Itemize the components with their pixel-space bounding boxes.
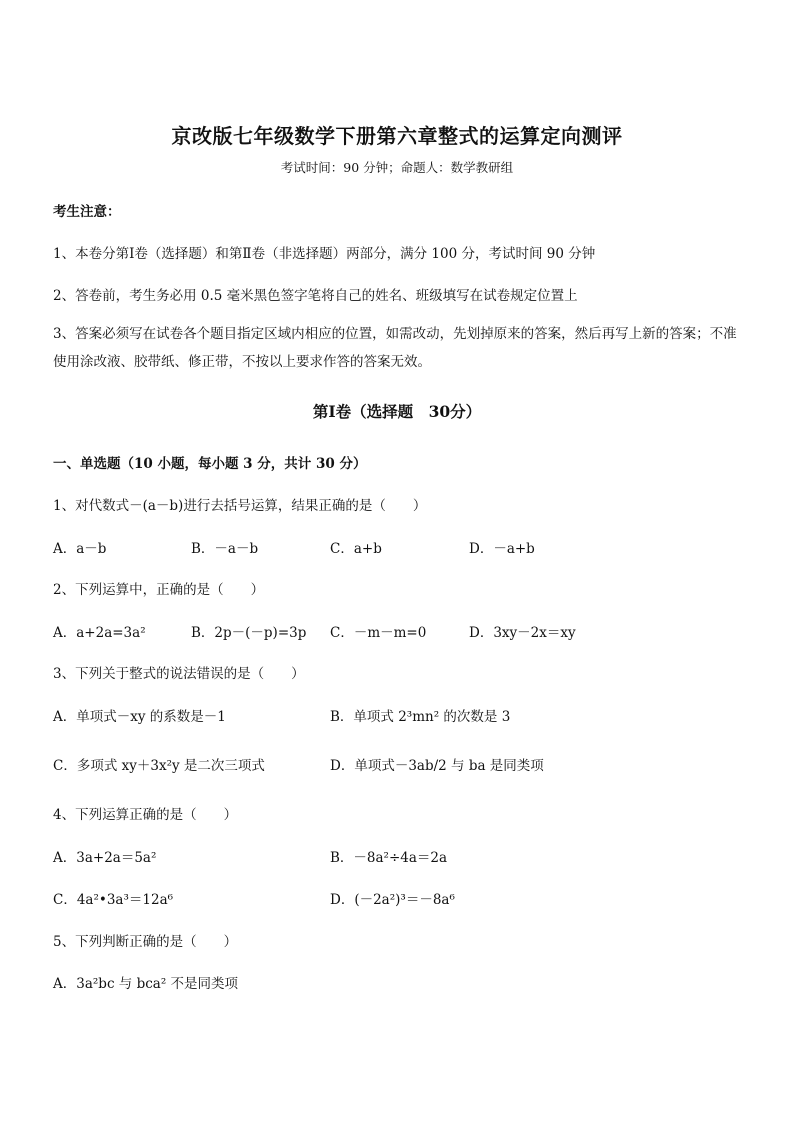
q3-option-d: D．单项式－3ab/2 与 ba 是同类项: [330, 758, 544, 774]
question-1-stem: 1、对代数式－(a－b)进行去括号运算，结果正确的是（ ）: [53, 498, 427, 514]
notice-heading: 考生注意：: [53, 204, 121, 220]
notice-item-1: 1、本卷分第Ⅰ卷（选择题）和第Ⅱ卷（非选择题）两部分，满分 100 分，考试时间 90 分钟: [53, 246, 596, 262]
q2-option-c: C．－m－m=0: [330, 625, 427, 641]
q2-option-a: A．a+2a=3a²: [53, 625, 146, 641]
section-title: 第Ⅰ卷（选择题 30分）: [312, 402, 482, 421]
question-3-stem: 3、下列关于整式的说法错误的是（ ）: [53, 666, 305, 682]
exam-info: 考试时间：90 分钟；命题人：数学教研组: [280, 160, 514, 175]
q4-option-d: D．(－2a²)³＝－8a⁶: [330, 892, 455, 908]
q1-option-a: A．a－b: [53, 541, 107, 557]
q5-option-a: A．3a²bc 与 bca² 不是同类项: [53, 976, 239, 992]
q3-option-a: A．单项式－xy 的系数是－1: [53, 709, 226, 725]
q3-option-b: B．单项式 2³mn² 的次数是 3: [330, 709, 511, 725]
q1-option-c: C．a+b: [330, 541, 382, 557]
q1-option-d: D．－a+b: [469, 541, 535, 557]
question-5-stem: 5、下列判断正确的是（ ）: [53, 934, 238, 950]
notice-item-2: 2、答卷前，考生务必用 0.5 毫米黑色签字笔将自己的姓名、班级填写在试卷规定位置上: [53, 288, 578, 304]
q4-option-c: C．4a²•3a³＝12a⁶: [53, 892, 174, 908]
question-2-stem: 2、下列运算中，正确的是（ ）: [53, 582, 265, 598]
notice-item-3: 3、答案必须写在试卷各个题目指定区域内相应的位置，如需改动，先划掉原来的答案，然后再写上新的答案；不准使用涂改液、胶带纸、修正带，不按以上要求作答的答案无效。: [53, 326, 737, 370]
q2-option-d: D．3xy－2x＝xy: [469, 625, 576, 641]
part-heading: 一、单选题（10 小题，每小题 3 分，共计 30 分）: [53, 456, 367, 472]
question-4-stem: 4、下列运算正确的是（ ）: [53, 807, 238, 823]
q2-option-b: B．2p－(－p)=3p: [191, 625, 307, 641]
q4-option-a: A．3a+2a＝5a²: [53, 850, 157, 866]
q4-option-b: B．－8a²÷4a＝2a: [330, 850, 448, 866]
q3-option-c: C．多项式 xy＋3x²y 是二次三项式: [53, 758, 265, 774]
page-title: 京改版七年级数学下册第六章整式的运算定向测评: [171, 124, 623, 148]
q1-option-b: B．－a－b: [191, 541, 259, 557]
